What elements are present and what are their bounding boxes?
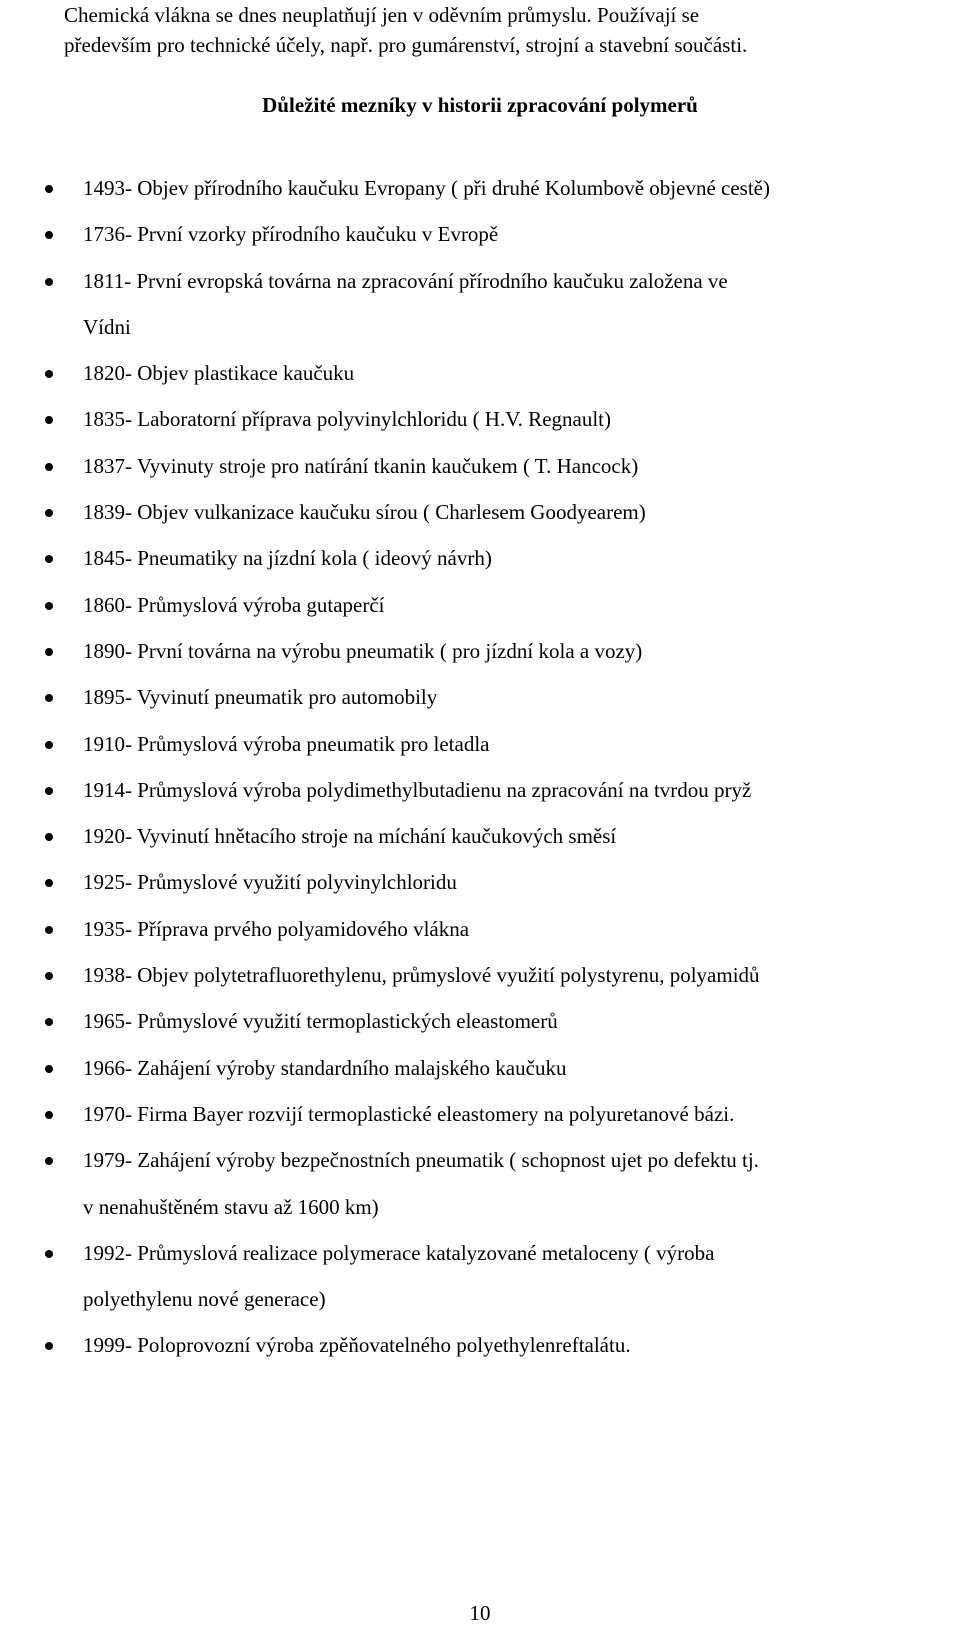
- bullet-icon: [45, 370, 53, 378]
- timeline-item-text: 1920- Vyvinutí hnětacího stroje na míchání kaučukových směsí: [83, 824, 617, 849]
- timeline-item: [0, 396, 960, 442]
- timeline-item: [0, 258, 960, 351]
- timeline-item-text: 1835- Laboratorní příprava polyvinylchloridu ( H.V. Regnault): [83, 407, 611, 432]
- timeline-item: [0, 535, 960, 581]
- timeline-item-text: 1925- Průmyslové využití polyvinylchloridu: [83, 870, 457, 895]
- bullet-icon: [45, 1250, 53, 1258]
- timeline-item-text: Vídni: [83, 314, 131, 339]
- timeline-item: [0, 628, 960, 674]
- bullet-icon: [45, 278, 53, 286]
- timeline-item-text: 1890- První továrna na výrobu pneumatik ( pro jízdní kola a vozy): [83, 638, 643, 663]
- timeline-item-text: 1839- Objev vulkanizace kaučuku sírou ( Charlesem Goodyearem): [83, 500, 646, 525]
- timeline-item: [0, 1045, 960, 1091]
- timeline-item: [0, 1322, 960, 1368]
- timeline-item-text: 1845- Pneumatiky na jízdní kola ( ideový návrh): [83, 546, 492, 571]
- bullet-icon: [45, 1157, 53, 1165]
- bullet-icon: [45, 741, 53, 749]
- timeline-item: [0, 1091, 960, 1137]
- timeline-item-text: 1970- Firma Bayer rozvijí termoplastické eleastomery na polyuretanové bázi.: [83, 1101, 735, 1126]
- timeline-item: [0, 582, 960, 628]
- timeline-item: [0, 813, 960, 859]
- bullet-icon: [45, 1065, 53, 1073]
- bullet-icon: [45, 1111, 53, 1119]
- intro-paragraph: [64, 0, 944, 60]
- timeline-item-text: 1935- Příprava prvého polyamidového vlákna: [83, 916, 470, 941]
- bullet-icon: [45, 694, 53, 702]
- bullet-icon: [45, 879, 53, 887]
- timeline-item-text: 1965- Průmyslové využití termoplastických eleastomerů: [83, 1009, 558, 1034]
- timeline-item: [0, 350, 960, 396]
- timeline-item: [0, 211, 960, 257]
- timeline-item-text: 1999- Poloprovozní výroba zpěňovatelného polyethylenreftalátu.: [83, 1333, 631, 1358]
- bullet-icon: [45, 231, 53, 239]
- bullet-icon: [45, 787, 53, 795]
- timeline-item-text: 1910- Průmyslová výroba pneumatik pro letadla: [83, 731, 490, 756]
- timeline-item-text: 1837- Vyvinuty stroje pro natírání tkanin kaučukem ( T. Hancock): [83, 453, 639, 478]
- timeline-item-text: 1736- První vzorky přírodního kaučuku v Evropě: [83, 222, 499, 247]
- timeline-item-text: v nenahuštěném stavu až 1600 km): [83, 1194, 379, 1219]
- timeline-item-text: 1811- První evropská továrna na zpracování přírodního kaučuku založena ve: [83, 268, 728, 293]
- timeline-list: [0, 165, 960, 1369]
- bullet-icon: [45, 555, 53, 563]
- timeline-item-text: 1914- Průmyslová výroba polydimethylbutadienu na zpracování na tvrdou pryž: [83, 777, 752, 802]
- timeline-item: [0, 443, 960, 489]
- timeline-item: [0, 859, 960, 905]
- bullet-icon: [45, 602, 53, 610]
- bullet-icon: [45, 972, 53, 980]
- page-number: 10: [469, 1601, 491, 1625]
- bullet-icon: [45, 1018, 53, 1026]
- bullet-icon: [45, 509, 53, 517]
- timeline-item-text: 1938- Objev polytetrafluorethylenu, průmyslové využití polystyrenu, polyamidů: [83, 963, 760, 988]
- timeline-item-text: 1493- Objev přírodního kaučuku Evropany ( při druhé Kolumbově objevné cestě): [83, 176, 770, 200]
- timeline-item: [0, 165, 960, 211]
- timeline-item-text: 1992- Průmyslová realizace polymerace katalyzované metaloceny ( výroba: [83, 1240, 715, 1265]
- timeline-item: [0, 906, 960, 952]
- bullet-icon: [45, 185, 53, 193]
- timeline-item-text: polyethylenu nové generace): [83, 1287, 326, 1312]
- timeline-item: [0, 1137, 960, 1230]
- section-heading: Důležité mezníky v historii zpracování polymerů: [262, 93, 698, 117]
- intro-line-2: především pro technické účely, např. pro gumárenství, strojní a stavební součásti.: [64, 33, 748, 57]
- timeline-item-text: 1820- Objev plastikace kaučuku: [83, 361, 355, 386]
- bullet-icon: [45, 463, 53, 471]
- timeline-item-text: 1979- Zahájení výroby bezpečnostních pneumatik ( schopnost ujet po defektu tj.: [83, 1148, 759, 1173]
- bullet-icon: [45, 1342, 53, 1350]
- timeline-item: [0, 998, 960, 1044]
- timeline-item: [0, 489, 960, 535]
- timeline-item: [0, 674, 960, 720]
- bullet-icon: [45, 833, 53, 841]
- timeline-item: [0, 721, 960, 767]
- bullet-icon: [45, 416, 53, 424]
- timeline-item: [0, 767, 960, 813]
- timeline-item: [0, 952, 960, 998]
- intro-line-1: Chemická vlákna se dnes neuplatňují jen v oděvním průmyslu. Používají se: [64, 3, 700, 27]
- timeline-item-text: 1895- Vyvinutí pneumatik pro automobily: [83, 685, 438, 710]
- timeline-item: [0, 1230, 960, 1323]
- bullet-icon: [45, 648, 53, 656]
- timeline-item-text: 1860- Průmyslová výroba gutaperčí: [83, 592, 385, 617]
- bullet-icon: [45, 926, 53, 934]
- timeline-item-text: 1966- Zahájení výroby standardního malajského kaučuku: [83, 1055, 567, 1080]
